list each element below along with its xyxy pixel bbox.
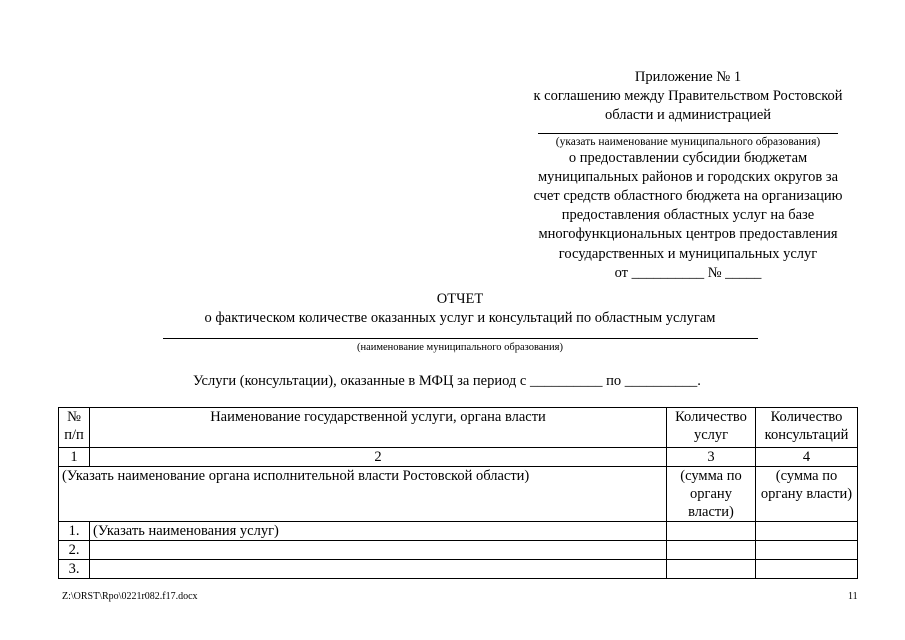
table-header-row <box>59 408 858 448</box>
col-number: 3 <box>667 448 756 467</box>
report-table <box>58 407 858 579</box>
appendix-line: государственных и муниципальных услуг <box>558 245 818 262</box>
org-services-sum: (сумма по органу власти) <box>667 467 756 522</box>
table-row <box>59 560 858 579</box>
report-subtitle: о фактическом количестве оказанных услуг и консультаций по областным услугам <box>204 310 716 326</box>
row-consultations <box>756 522 858 541</box>
org-consult-sum: (сумма по органу власти) <box>756 467 858 522</box>
footer-page-number: 11 <box>848 591 858 602</box>
col-number: 1 <box>59 448 90 467</box>
appendix-date-number: от __________ № _____ <box>614 264 762 281</box>
header-services: Количество услуг <box>667 408 756 448</box>
blank-line <box>538 132 838 134</box>
row-services <box>667 560 756 579</box>
appendix-line: о предоставлении субсидии бюджетам <box>568 149 808 166</box>
appendix-header <box>510 68 866 283</box>
row-name <box>90 541 667 560</box>
col-number: 4 <box>756 448 858 467</box>
table-row <box>59 541 858 560</box>
appendix-title: Приложение № 1 <box>634 69 742 85</box>
appendix-line: области и администрацией <box>604 107 772 124</box>
appendix-hint: (указать наименование муниципального образования) <box>555 135 821 148</box>
row-consultations <box>756 541 858 560</box>
table-row <box>59 522 858 541</box>
appendix-line: предоставления областных услуг на базе <box>561 207 815 224</box>
table-org-row <box>59 467 858 522</box>
report-hint: (наименование муниципального образования) <box>356 342 564 353</box>
appendix-line: к соглашению между Правительством Ростовской <box>533 88 843 105</box>
row-consultations <box>756 560 858 579</box>
report-period: Услуги (консультации), оказанные в МФЦ за период с __________ по __________. <box>193 373 701 389</box>
footer-file-path: Z:\ORST\Rpo\0221r082.f17.docx <box>62 591 198 602</box>
report-title: ОТЧЕТ <box>436 291 484 307</box>
table-number-row <box>59 448 858 467</box>
col-number: 2 <box>90 448 667 467</box>
row-name <box>90 560 667 579</box>
row-num: 2. <box>59 541 90 560</box>
row-num: 3. <box>59 560 90 579</box>
header-num: № п/п <box>59 408 90 448</box>
row-num: 1. <box>59 522 90 541</box>
row-services <box>667 522 756 541</box>
report-title-block <box>150 290 770 354</box>
org-name: (Указать наименование органа исполнительной власти Ростовской области) <box>59 467 667 522</box>
blank-line <box>163 338 758 339</box>
appendix-line: многофункциональных центров предоставления <box>538 226 838 243</box>
row-name: (Указать наименования услуг) <box>90 522 667 541</box>
appendix-line: счет средств областного бюджета на организацию <box>533 188 843 205</box>
row-services <box>667 541 756 560</box>
header-consultations: Количество консультаций <box>756 408 858 448</box>
header-name: Наименование государственной услуги, органа власти <box>90 408 667 448</box>
appendix-line: муниципальных районов и городских округов за <box>537 168 839 185</box>
